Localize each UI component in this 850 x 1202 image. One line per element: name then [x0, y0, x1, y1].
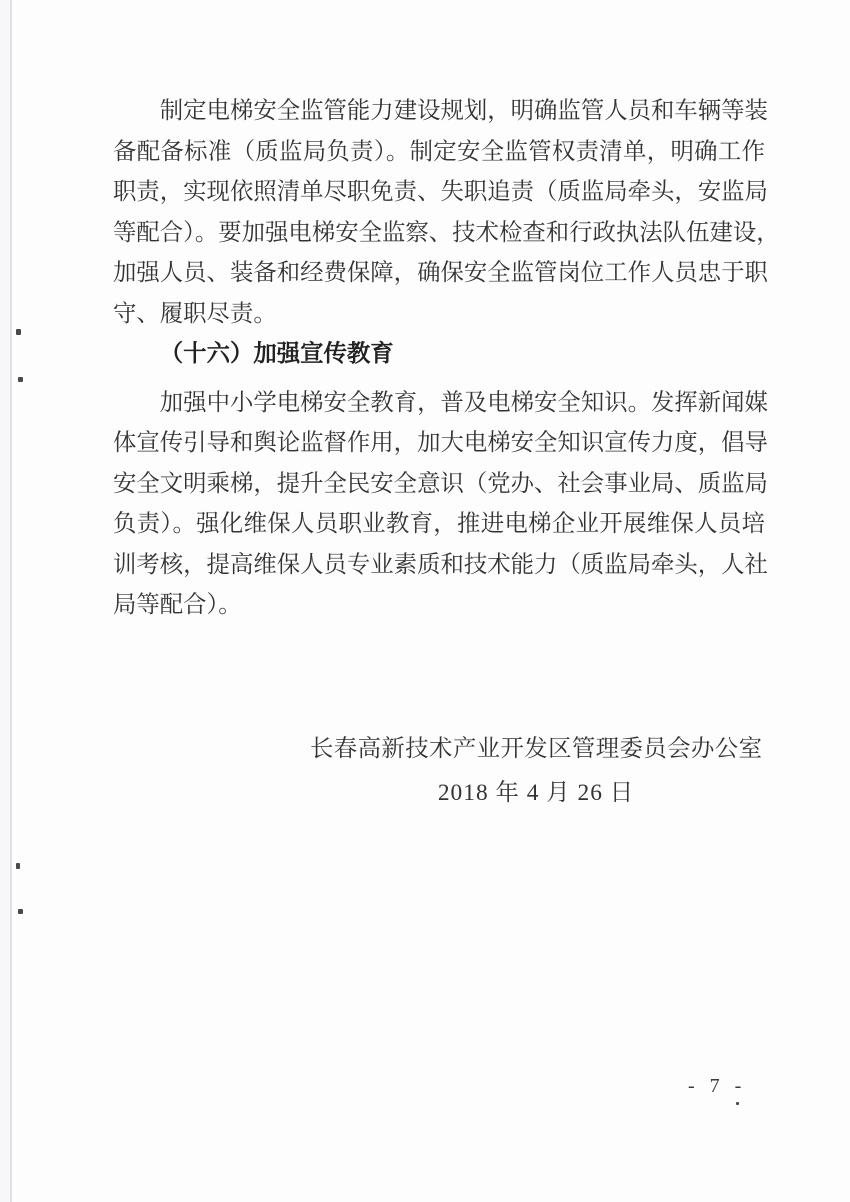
- body-line: 安全文明乘梯，提升全民安全意识（党办、社会事业局、质监局: [113, 470, 768, 497]
- paragraph-1: [113, 91, 780, 334]
- body-line: 训考核，提高维保人员专业素质和技术能力（质监局牵头，人社: [113, 551, 768, 578]
- scan-speck: [16, 863, 20, 869]
- body-line: 加强人员、装备和经费保障，确保安全监管岗位工作人员忠于职: [113, 260, 768, 286]
- scan-speck: [16, 329, 21, 335]
- body-line: 职责，实现依照清单尽职免责、失职追责（质监局牵头，安监局: [113, 179, 768, 205]
- paragraph-2: [113, 383, 768, 626]
- body-line: 加强中小学电梯安全教育，普及电梯安全知识。发挥新闻媒: [159, 389, 768, 416]
- body-line: 制定电梯安全监管能力建设规划，明确监管人员和车辆等装: [159, 98, 768, 124]
- body-line: 局等配合）。: [113, 592, 242, 618]
- document-body: [113, 91, 780, 626]
- scan-edge-strip: [0, 0, 10, 1202]
- page-number: - 7 -: [688, 1075, 747, 1097]
- body-line: 等配合）。要加强电梯安全监察、技术检查和行政执法队伍建设，: [113, 219, 780, 246]
- scan-edge-line: [10, 0, 12, 1202]
- body-line: 备配备标准（质监局负责）。制定安全监管权责清单，明确工作: [113, 138, 765, 165]
- signature-date: 2018 年 4 月 26 日: [437, 780, 635, 806]
- signature-block: [310, 727, 762, 815]
- scan-speck: [18, 377, 23, 382]
- body-line: 体宣传引导和舆论监督作用，加大电梯安全知识宣传力度，倡导: [113, 430, 768, 456]
- scan-speck: [18, 909, 23, 914]
- section-heading: （十六）加强宣传教育: [159, 341, 394, 367]
- body-line: 守、履职尽责。: [113, 300, 277, 327]
- scan-speck: [736, 1102, 739, 1105]
- signature-org: 长春高新技术产业开发区管理委员会办公室: [310, 736, 762, 762]
- body-line: 负责）。强化维保人员职业教育，推进电梯企业开展维保人员培: [113, 511, 765, 537]
